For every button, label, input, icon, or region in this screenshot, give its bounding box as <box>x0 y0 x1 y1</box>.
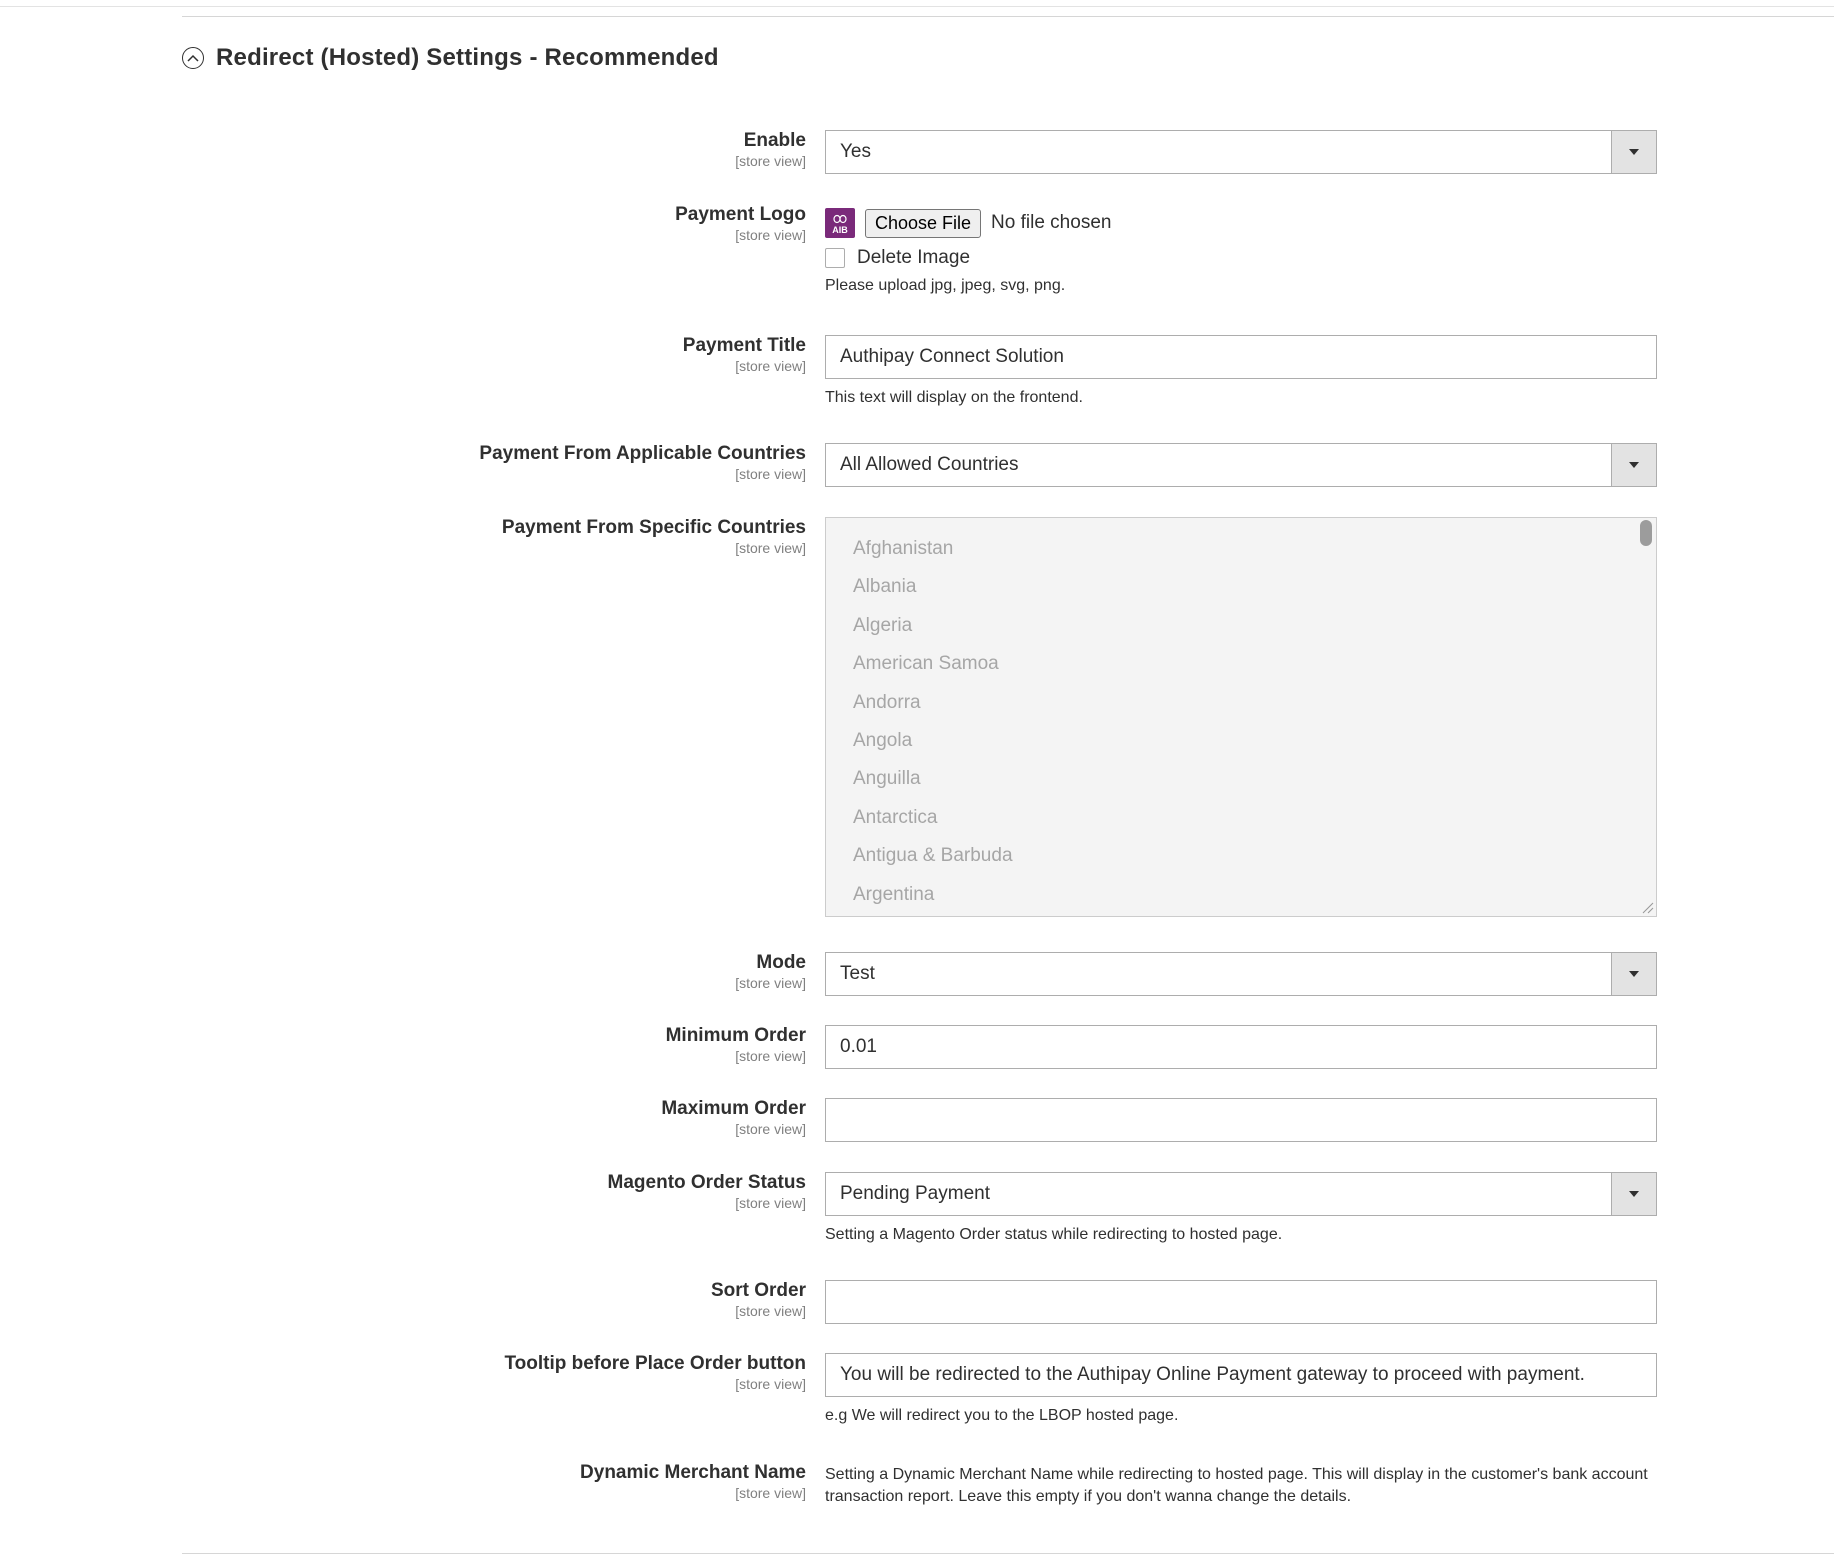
section-header[interactable] <box>182 44 719 72</box>
label-enable: Enable <box>743 130 806 151</box>
section-title: Redirect (Hosted) Settings - Recommended <box>216 44 719 71</box>
field-label <box>580 1462 806 1502</box>
applicable-countries-value: All Allowed Countries <box>840 454 1019 475</box>
chevron-up-circle-icon[interactable] <box>182 47 204 69</box>
label-specific-countries: Payment From Specific Countries <box>501 517 806 538</box>
mode-select[interactable] <box>825 952 1657 996</box>
top-divider <box>0 0 1834 7</box>
field-label <box>479 443 806 483</box>
sort-order-input[interactable] <box>825 1280 1657 1324</box>
enable-select[interactable] <box>825 130 1657 174</box>
scope-label: [store view] <box>735 975 806 991</box>
field-label <box>683 335 806 375</box>
field-label <box>735 130 806 170</box>
scope-label: [store view] <box>735 153 806 169</box>
country-option[interactable]: Angola <box>853 729 913 751</box>
scope-label: [store view] <box>735 1376 806 1392</box>
payment-logo-note: Please upload jpg, jpeg, svg, png. <box>825 277 1066 294</box>
resize-handle-icon[interactable] <box>1640 900 1654 914</box>
scope-label: [store view] <box>735 358 806 374</box>
tooltip-note: e.g We will redirect you to the LBOP hosted page. <box>825 1407 1179 1424</box>
label-sort-order: Sort Order <box>710 1280 806 1301</box>
delete-image-checkbox[interactable] <box>825 248 845 268</box>
choose-file-button[interactable]: Choose File <box>865 209 981 238</box>
label-tooltip: Tooltip before Place Order button <box>504 1353 806 1374</box>
file-status: No file chosen <box>991 212 1112 233</box>
country-option[interactable]: Albania <box>853 576 917 598</box>
country-option[interactable]: Antarctica <box>853 806 938 828</box>
country-option[interactable]: Anguilla <box>853 768 921 790</box>
country-option[interactable]: Antigua & Barbuda <box>853 845 1013 867</box>
label-maximum-order: Maximum Order <box>661 1098 806 1119</box>
triangle-down-icon[interactable] <box>1611 444 1656 486</box>
section-divider-top <box>182 16 1834 17</box>
country-option[interactable]: Algeria <box>853 614 913 636</box>
field-label <box>666 1025 806 1065</box>
payment-logo-image <box>825 208 855 238</box>
logo-upload-line <box>825 208 1657 238</box>
field-label <box>661 1098 806 1138</box>
country-option[interactable]: Argentina <box>853 883 935 905</box>
scope-label: [store view] <box>735 1195 806 1211</box>
label-order-status: Magento Order Status <box>607 1172 806 1193</box>
scrollbar-thumb[interactable] <box>1640 520 1652 546</box>
country-option[interactable]: Andorra <box>853 691 921 713</box>
maximum-order-input[interactable] <box>825 1098 1657 1142</box>
payment-title-input[interactable]: Authipay Connect Solution <box>825 335 1657 379</box>
country-list <box>826 518 1656 914</box>
label-dynamic-merchant: Dynamic Merchant Name <box>580 1462 806 1483</box>
country-option[interactable]: American Samoa <box>853 653 999 675</box>
triangle-down-icon[interactable] <box>1611 131 1656 173</box>
tooltip-input[interactable]: You will be redirected to the Authipay Online Payment gateway to proceed with payment. <box>825 1353 1657 1397</box>
enable-select-value: Yes <box>840 141 871 162</box>
scope-label: [store view] <box>735 1303 806 1319</box>
order-status-select[interactable] <box>825 1172 1657 1216</box>
order-status-value: Pending Payment <box>840 1183 990 1204</box>
triangle-down-icon[interactable] <box>1611 953 1656 995</box>
scope-label: [store view] <box>735 227 806 243</box>
scope-label: [store view] <box>735 1485 806 1501</box>
field-label <box>711 1280 806 1320</box>
country-option[interactable]: Afghanistan <box>853 538 954 559</box>
scope-label: [store view] <box>735 1048 806 1064</box>
label-payment-logo: Payment Logo <box>675 204 806 225</box>
field-label <box>502 517 806 557</box>
field-label <box>735 952 806 992</box>
scope-label: [store view] <box>735 466 806 482</box>
field-label <box>504 1353 806 1393</box>
order-status-note: Setting a Magento Order status while redirecting to hosted page. <box>825 1226 1283 1243</box>
dynamic-merchant-note: Setting a Dynamic Merchant Name while redirecting to hosted page. This will display in the customer's bank account transaction report. Leave this empty if you don't wanna change the details. <box>825 1466 1648 1505</box>
label-minimum-order: Minimum Order <box>665 1025 806 1046</box>
label-payment-title: Payment Title <box>682 335 806 356</box>
payment-title-note: This text will display on the frontend. <box>825 389 1083 406</box>
field-label <box>675 204 806 244</box>
field-label <box>608 1172 806 1212</box>
mode-select-value: Test <box>840 963 875 984</box>
delete-image-label[interactable]: Delete Image <box>857 247 971 268</box>
payment-logo-text: AIB <box>832 225 848 235</box>
minimum-order-input[interactable]: 0.01 <box>825 1025 1657 1069</box>
label-mode: Mode <box>756 952 806 973</box>
scope-label: [store view] <box>735 540 806 556</box>
scope-label: [store view] <box>735 1121 806 1137</box>
applicable-countries-select[interactable] <box>825 443 1657 487</box>
section-divider-bottom <box>182 1553 1834 1554</box>
specific-countries-multiselect[interactable] <box>825 517 1657 917</box>
label-applicable-countries: Payment From Applicable Countries <box>479 443 806 464</box>
delete-image-line <box>825 247 1657 269</box>
triangle-down-icon[interactable] <box>1611 1173 1656 1215</box>
